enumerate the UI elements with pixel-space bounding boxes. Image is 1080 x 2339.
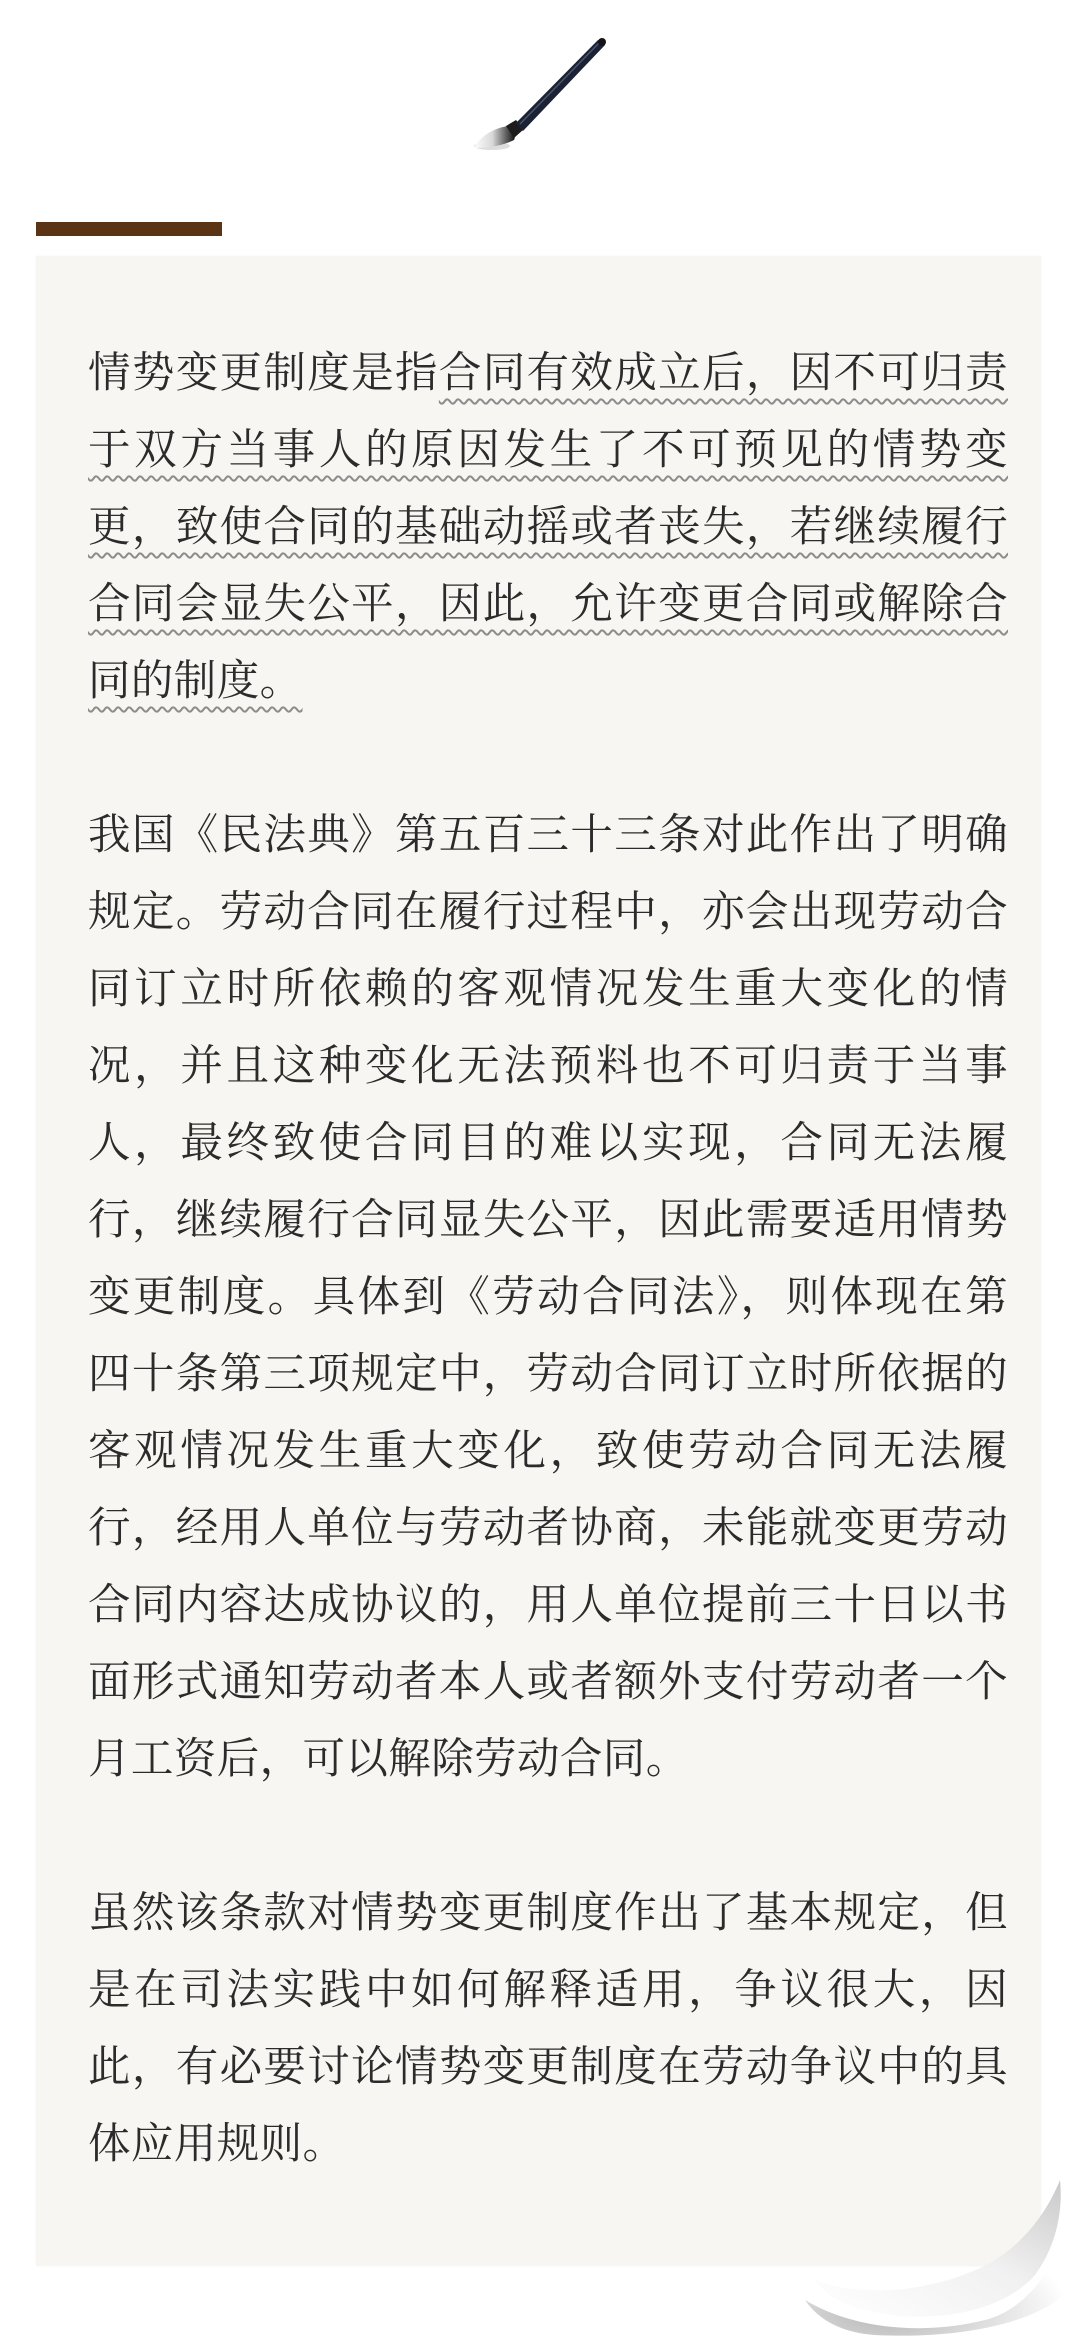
- paragraph-conclusion: 虽然该条款对情势变更制度作出了基本规定，但是在司法实践中如何解释适用，争议很大，因此，有必要讨论情势变更制度在劳动争议中的具体应用规则。: [88, 1889, 1008, 2169]
- article-body: [88, 335, 1008, 2183]
- calligraphy-brush-icon: [470, 30, 620, 160]
- definition-lead: 情势变更制度是指: [88, 349, 439, 398]
- brush-cap: [598, 38, 606, 46]
- paragraph-legal-basis: 我国《民法典》第五百三十三条对此作出了明确规定。劳动合同在履行过程中，亦会出现劳动合同订立时所依赖的客观情况发生重大变化的情况，并且这种变化无法预料也不可归责于当事人，最终致使合同目的难以实现，合同无法履行，继续履行合同显失公平，因此需要适用情势变更制度。具体到《劳动合同法》，则体现在第四十条第三项规定中，劳动合同订立时所依据的客观情况发生重大变化，致使劳动合同无法履行，经用人单位与劳动者协商，未能就变更劳动合同内容达成协议的，用人单位提前三十日以书面形式通知劳动者本人或者额外支付劳动者一个月工资后，可以解除劳动合同。: [88, 811, 1008, 1784]
- paragraph-definition: [88, 335, 1008, 720]
- definition-emphasis: 合同有效成立后，因不可归责于双方当事人的原因发生了不可预见的情势变更，致使合同的基础动摇或者丧失，若继续履行合同会显失公平，因此，允许变更合同或解除合同的制度。: [88, 349, 1009, 706]
- page-curl-icon: [795, 2150, 1080, 2339]
- accent-bar: [36, 222, 222, 236]
- curl-fold: [815, 2180, 1061, 2317]
- brush-handle-highlight: [520, 43, 599, 124]
- brush-handle: [516, 40, 605, 131]
